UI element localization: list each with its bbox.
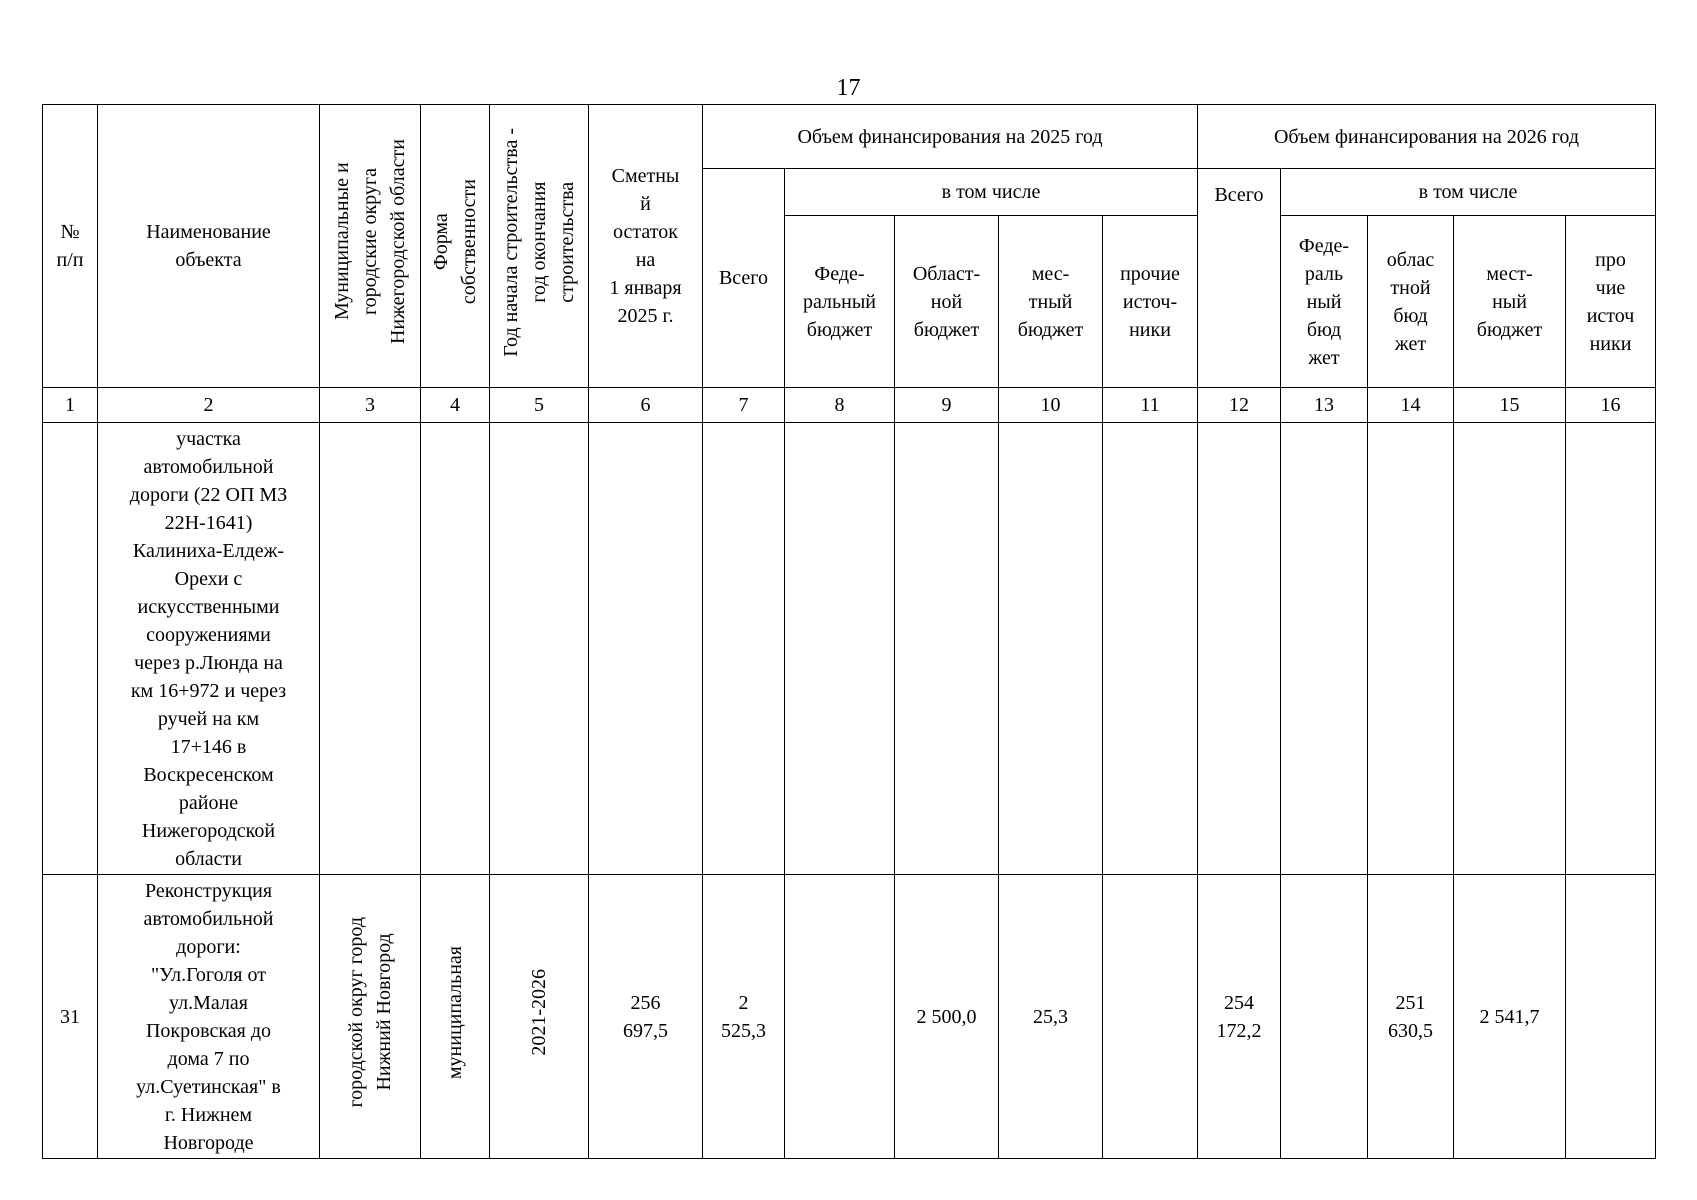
header-years xyxy=(490,105,589,388)
column-numbers-row xyxy=(43,388,1656,423)
financing-table xyxy=(42,104,1656,1159)
header-ownership xyxy=(421,105,490,388)
row-oth-2026 xyxy=(1566,423,1656,875)
header-ownership-text: Форма собственности xyxy=(430,179,480,305)
column-number: 8 xyxy=(785,388,895,423)
column-number: 10 xyxy=(999,388,1103,423)
row-total-2025 xyxy=(703,423,785,875)
column-number: 7 xyxy=(703,388,785,423)
header-row-1 xyxy=(43,105,1656,169)
row-years-text: 2021-2026 xyxy=(528,969,550,1056)
row-estimate: 256 697,5 xyxy=(589,875,703,1159)
row-num: 31 xyxy=(43,875,98,1159)
row-loc-2025 xyxy=(999,423,1103,875)
column-number: 4 xyxy=(421,388,490,423)
row-fed-2026 xyxy=(1281,423,1368,875)
row-municipal xyxy=(320,875,421,1159)
column-number: 1 xyxy=(43,388,98,423)
row-name: Реконструкция автомобильной дороги: "Ул.Гоголя от ул.Малая Покровская до дома 7 по ул.Суетинская" в г. Нижнем Новгороде xyxy=(98,875,320,1159)
header-estimate: Сметны й остаток на 1 января 2025 г. xyxy=(589,105,703,388)
column-number: 5 xyxy=(490,388,589,423)
column-number: 2 xyxy=(98,388,320,423)
header-name: Наименование объекта xyxy=(98,105,320,388)
page-number: 17 xyxy=(836,75,861,101)
row-reg-2025 xyxy=(895,423,999,875)
header-municipal-text: Муниципальные и городские округа Нижегородской области xyxy=(331,139,409,345)
header-num: № п/п xyxy=(43,105,98,388)
row-loc-2026: 2 541,7 xyxy=(1454,875,1566,1159)
header-incl-2025: в том числе xyxy=(785,169,1198,216)
header-loc-2026: мест- ный бюджет xyxy=(1454,216,1566,388)
row-oth-2025 xyxy=(1103,423,1198,875)
header-reg-2025: Област- ной бюджет xyxy=(895,216,999,388)
column-number: 14 xyxy=(1368,388,1454,423)
row-ownership xyxy=(421,875,490,1159)
header-years-text: Год начала строительства - год окончания строительства xyxy=(500,127,578,357)
row-oth-2026 xyxy=(1566,875,1656,1159)
header-incl-2026: в том числе xyxy=(1281,169,1656,216)
header-oth-2025: прочие источ- ники xyxy=(1103,216,1198,388)
row-total-2025: 2 525,3 xyxy=(703,875,785,1159)
row-total-2026 xyxy=(1198,423,1281,875)
row-fed-2025 xyxy=(785,423,895,875)
row-municipal-text: городской округ город Нижний Новгород xyxy=(345,917,395,1108)
row-oth-2025 xyxy=(1103,875,1198,1159)
row-fed-2026 xyxy=(1281,875,1368,1159)
row-loc-2025: 25,3 xyxy=(999,875,1103,1159)
header-municipal xyxy=(320,105,421,388)
row-reg-2026 xyxy=(1368,423,1454,875)
header-group-2026: Объем финансирования на 2026 год xyxy=(1198,105,1656,169)
column-number: 9 xyxy=(895,388,999,423)
row-num xyxy=(43,423,98,875)
row-estimate xyxy=(589,423,703,875)
column-number: 13 xyxy=(1281,388,1368,423)
column-number: 3 xyxy=(320,388,421,423)
row-municipal xyxy=(320,423,421,875)
header-reg-2026: облас тной бюд жет xyxy=(1368,216,1454,388)
row-fed-2025 xyxy=(785,875,895,1159)
header-total-2026: Всего xyxy=(1198,169,1281,388)
row-loc-2026 xyxy=(1454,423,1566,875)
header-fed-2026: Феде- раль ный бюд жет xyxy=(1281,216,1368,388)
column-number: 12 xyxy=(1198,388,1281,423)
header-total-2025: Всего xyxy=(703,169,785,388)
row-ownership xyxy=(421,423,490,875)
table-row xyxy=(43,875,1656,1159)
row-name: участка автомобильной дороги (22 ОП МЗ 22Н-1641) Калиниха-Елдеж- Орехи с искусственными сооружениями через р.Люнда на км 16+972 и через ручей на км 17+146 в Воскресенском районе Нижегородской области xyxy=(98,423,320,875)
header-oth-2026: про чие источ ники xyxy=(1566,216,1656,388)
row-reg-2026: 251 630,5 xyxy=(1368,875,1454,1159)
column-number: 15 xyxy=(1454,388,1566,423)
header-group-2025: Объем финансирования на 2025 год xyxy=(703,105,1198,169)
header-fed-2025: Феде- ральный бюджет xyxy=(785,216,895,388)
row-reg-2025: 2 500,0 xyxy=(895,875,999,1159)
row-total-2026: 254 172,2 xyxy=(1198,875,1281,1159)
column-number: 11 xyxy=(1103,388,1198,423)
row-years xyxy=(490,423,589,875)
column-number: 6 xyxy=(589,388,703,423)
table-row xyxy=(43,423,1656,875)
row-ownership-text: муниципальная xyxy=(444,945,466,1080)
column-number: 16 xyxy=(1566,388,1656,423)
row-years xyxy=(490,875,589,1159)
header-loc-2025: мес- тный бюджет xyxy=(999,216,1103,388)
